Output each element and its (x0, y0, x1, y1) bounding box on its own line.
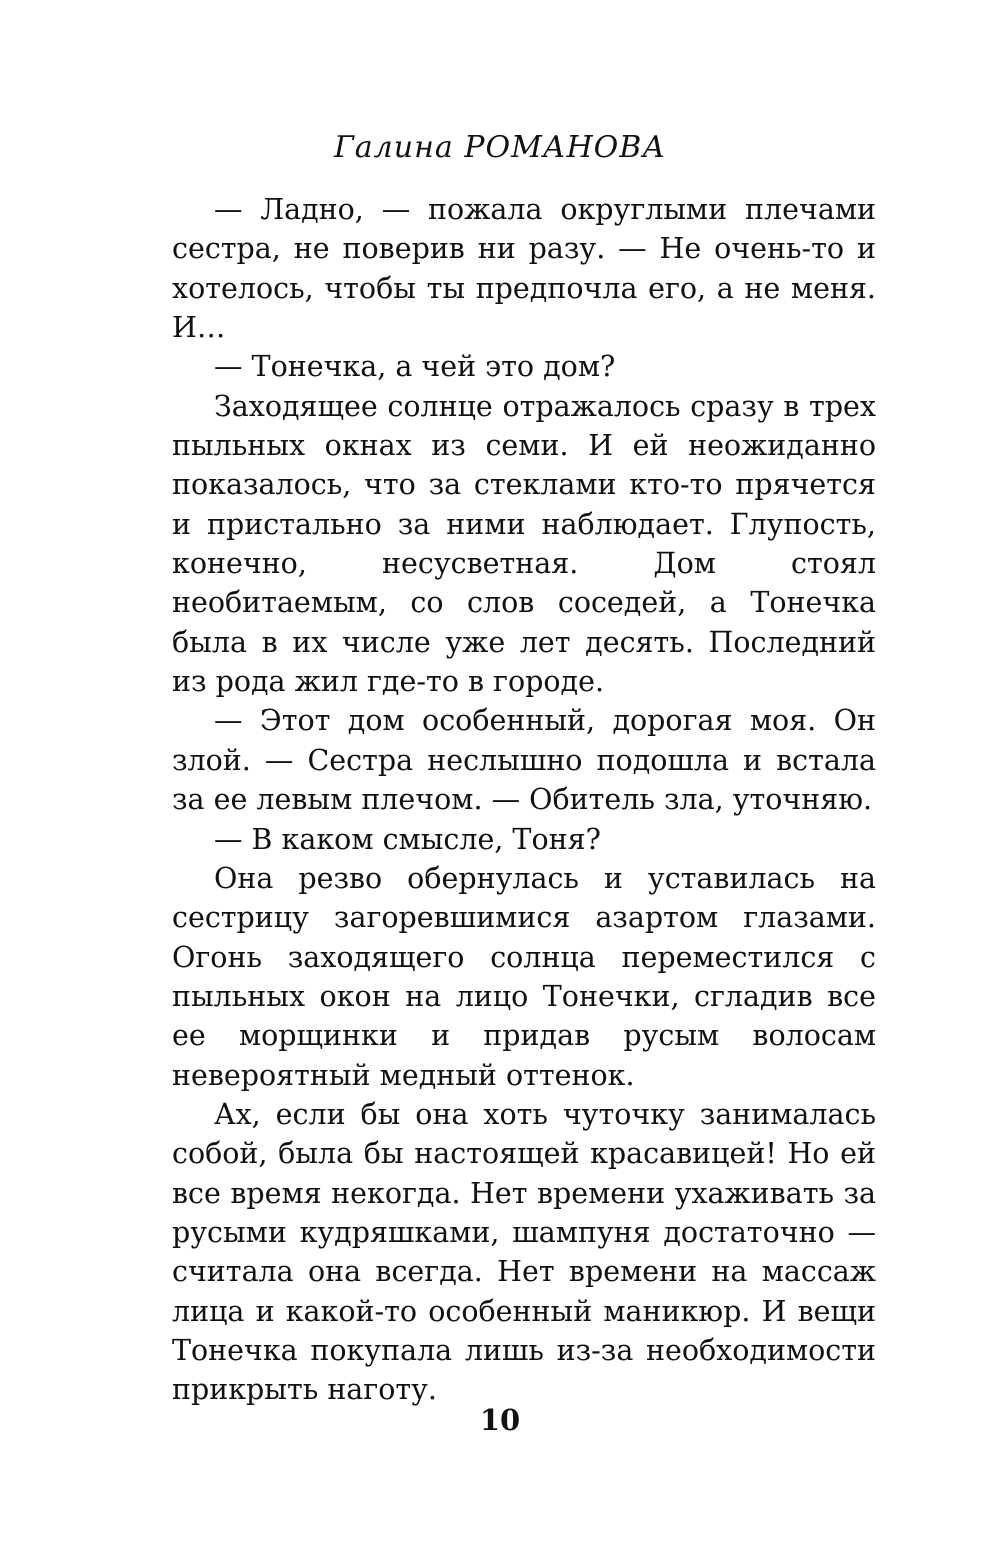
page-number: 10 (479, 1403, 521, 1437)
paragraph: Она резво обернулась и уставилась на сестрицу загоревшимися азартом глазами. Огонь заходящего солнца переместился с пыльных окон на лицо Тонечки, сгладив все ее морщинки и придав русым волосам невероятный медный оттенок. (172, 861, 876, 1092)
body-text (172, 190, 876, 1410)
running-header: Галина РОМАНОВА (333, 130, 667, 165)
paragraph: Заходящее солнце отражалось сразу в трех пыльных окнах из семи. И ей неожиданно показалось, что за стеклами кто-то прячется и пристально за ними наблюдает. Глупость, конечно, несусветная. Дом стоял необитаемым, со слов соседей, а Тонечка была в их числе уже лет десять. Последний из рода жил где-то в городе. (172, 389, 876, 699)
paragraph: — Этот дом особенный, дорогая моя. Он злой. — Сестра неслышно подошла и встала за ее левым плечом. — Обитель зла, уточняю. (172, 704, 876, 817)
paragraph: — Ладно, — пожала округлыми плечами сестра, не поверив ни разу. — Не очень-то и хотелось, чтобы ты предпочла его, а не меня. И… (172, 193, 876, 345)
paragraph: — В каком смысле, Тоня? (214, 822, 601, 856)
paragraph: — Тонечка, а чей это дом? (214, 350, 616, 384)
paragraph: Ах, если бы она хоть чуточку занималась собой, была бы настоящей красавицей! Но ей все время некогда. Нет времени ухаживать за русыми кудряшками, шампуня достаточно — считала она всегда. Нет времени на массаж лица и какой-то особенный маникюр. И вещи Тонечка покупала лишь из-за необходимости прикрыть наготу. (172, 1097, 876, 1407)
